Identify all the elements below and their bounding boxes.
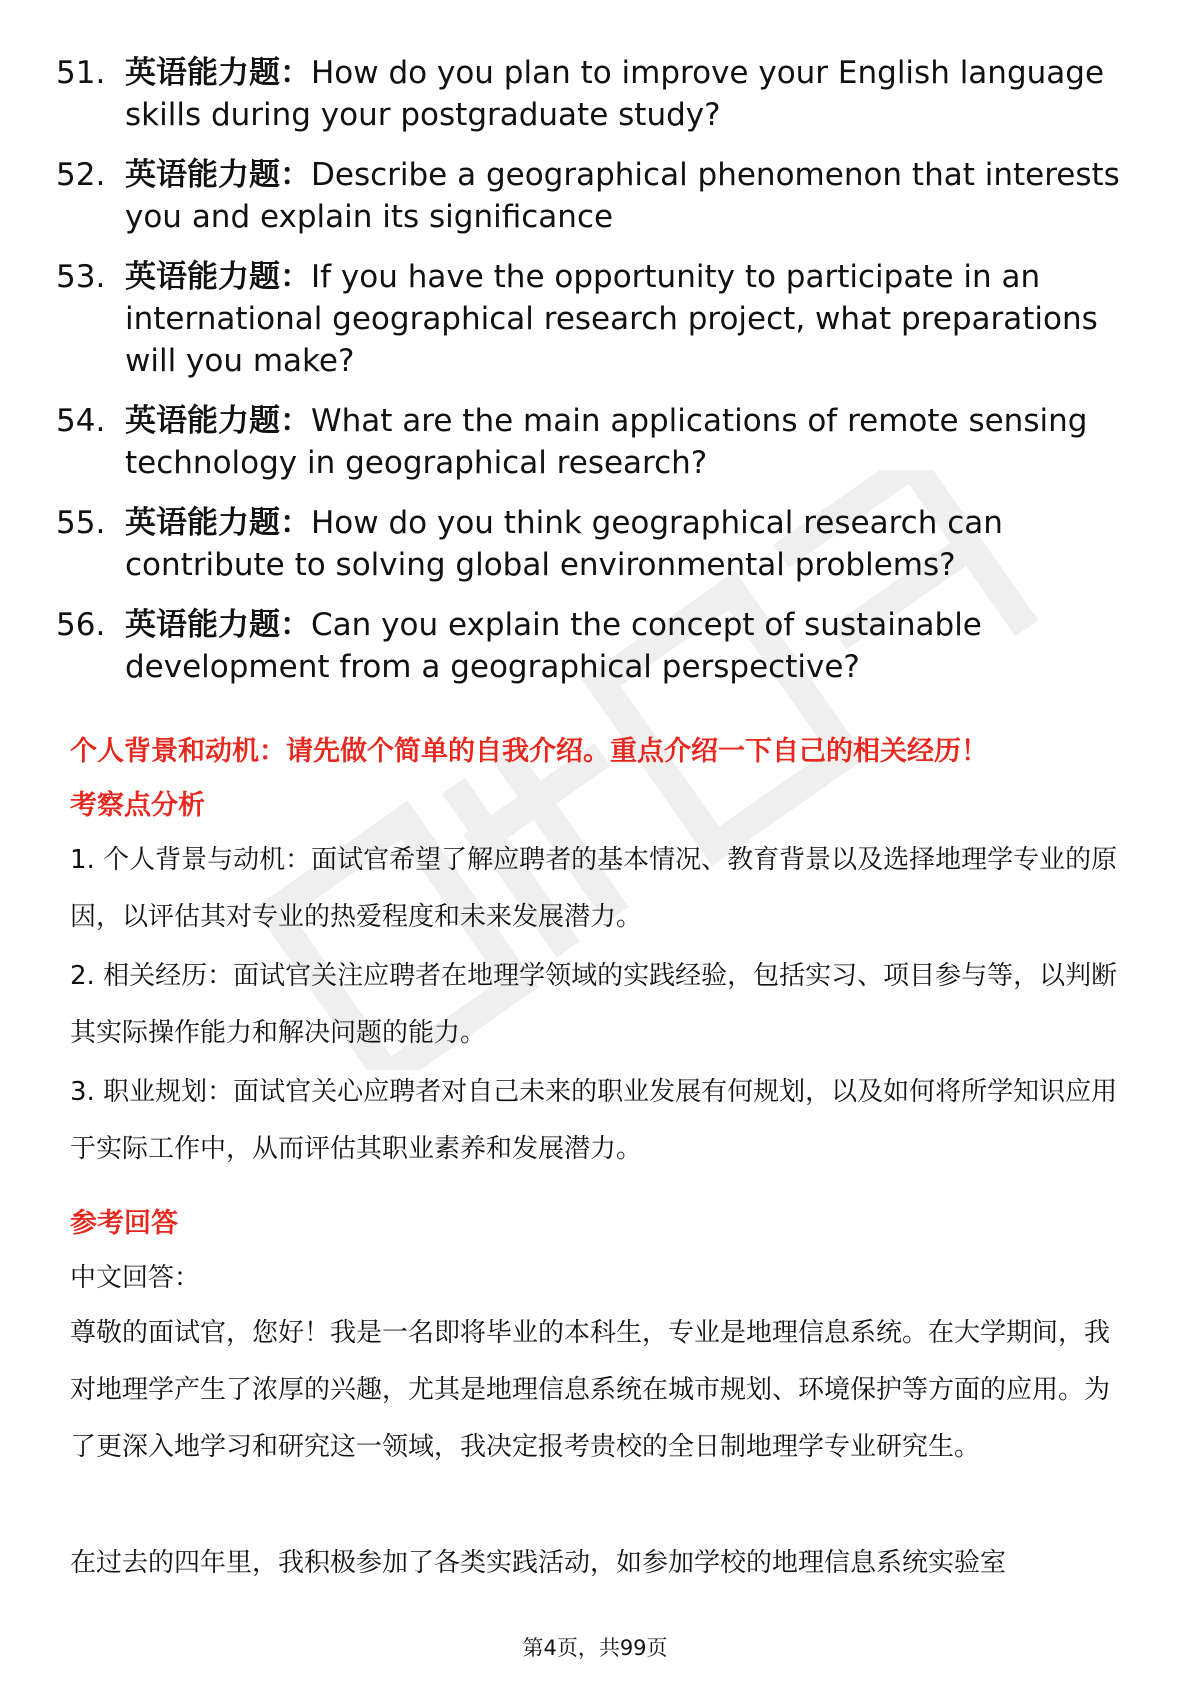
- question-tag: 英语能力题：: [125, 55, 311, 91]
- question-tag: 英语能力题：: [125, 505, 311, 541]
- answer-paragraph: 在过去的四年里，我积极参加了各类实践活动，如参加学校的地理信息系统实验室: [70, 1548, 1007, 1578]
- question-item: [56, 256, 1136, 382]
- analysis-point: 1. 个人背景与动机：面试官希望了解应聘者的基本情况、教育背景以及选择地理学专业的原因，以评估其对专业的热爱程度和未来发展潜力。: [70, 845, 1118, 932]
- question-list: [56, 52, 1136, 706]
- analysis-point: 3. 职业规划：面试官关心应聘者对自己未来的职业发展有何规划，以及如何将所学知识应用于实际工作中，从而评估其职业素养和发展潜力。: [70, 1077, 1118, 1164]
- question-text: How do you think geographical research can contribute to solving global environmental problems?: [125, 505, 1003, 583]
- question-number: 51.: [56, 55, 106, 91]
- question-number: 54.: [56, 403, 106, 439]
- question-item: [56, 502, 1136, 586]
- question-number: 53.: [56, 259, 106, 295]
- page-footer: 第4页，共99页: [522, 1636, 668, 1660]
- question-number: 52.: [56, 157, 106, 193]
- analysis-point: 2. 相关经历：面试官关注应聘者在地理学领域的实践经验，包括实习、项目参与等，以判断其实际操作能力和解决问题的能力。: [70, 961, 1118, 1048]
- question-text: Describe a geographical phenomenon that interests you and explain its significance: [125, 157, 1120, 235]
- question-item: [56, 604, 1136, 688]
- question-item: [56, 400, 1136, 484]
- question-tag: 英语能力题：: [125, 157, 311, 193]
- analysis-heading: 考察点分析: [70, 790, 205, 821]
- answer-label: 中文回答：: [70, 1263, 201, 1293]
- question-text: If you have the opportunity to participate in an international geographical research project, what preparations will you make?: [125, 259, 1098, 379]
- question-number: 56.: [56, 607, 106, 643]
- question-tag: 英语能力题：: [125, 259, 311, 295]
- question-item: [56, 52, 1136, 136]
- answer-heading: 参考回答: [70, 1208, 178, 1239]
- question-item: [56, 154, 1136, 238]
- question-number: 55.: [56, 505, 106, 541]
- answer-paragraph: 尊敬的面试官，您好！我是一名即将毕业的本科生，专业是地理信息系统。在大学期间，我对地理学产生了浓厚的兴趣，尤其是地理信息系统在城市规划、环境保护等方面的应用。为了更深入地学习和研究这一领域，我决定报考贵校的全日制地理学专业研究生。: [70, 1318, 1111, 1462]
- question-tag: 英语能力题：: [125, 607, 311, 643]
- question-text: What are the main applications of remote sensing technology in geographical research?: [125, 403, 1088, 481]
- interview-question-heading: 个人背景和动机：请先做个简单的自我介绍。重点介绍一下自己的相关经历！: [70, 736, 988, 767]
- question-text: Can you explain the concept of sustainable development from a geographical perspective?: [125, 607, 982, 685]
- question-tag: 英语能力题：: [125, 403, 311, 439]
- question-text: How do you plan to improve your English language skills during your postgraduate study?: [125, 55, 1105, 133]
